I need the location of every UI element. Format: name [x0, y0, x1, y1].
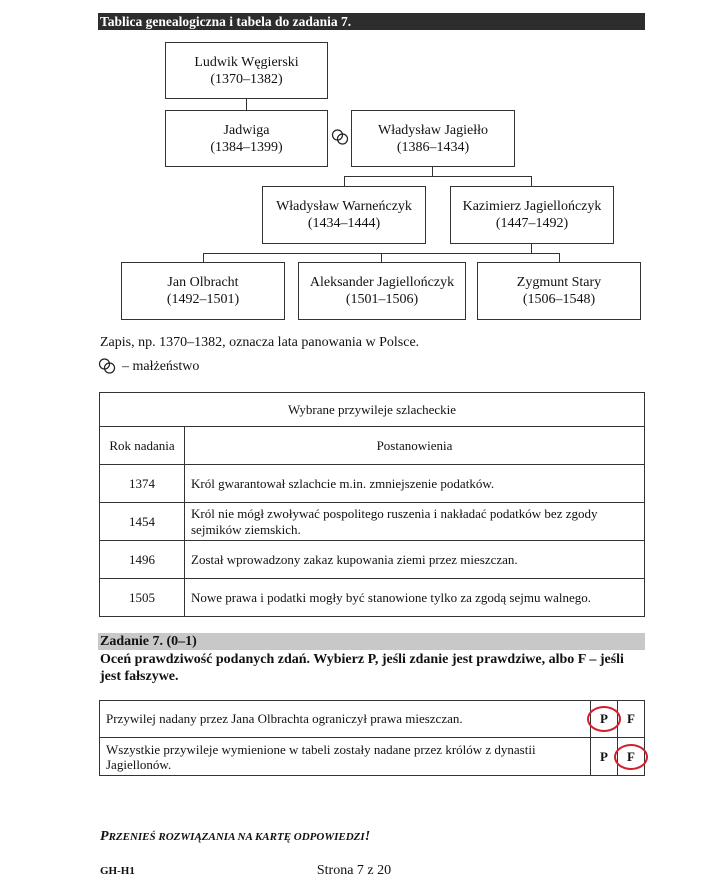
tree-node-warnenczyk [262, 186, 426, 244]
cell-year: 1496 [100, 541, 185, 579]
answer-table [99, 700, 645, 776]
node-years: (1447–1492) [495, 216, 569, 231]
node-name: Ludwik Węgierski [194, 54, 299, 70]
connector [432, 167, 433, 176]
node-years: (1386–1434) [396, 139, 470, 155]
node-name: Władysław Jagiełło [377, 122, 489, 138]
option-label: F [627, 748, 635, 764]
connector [559, 253, 560, 262]
connector [203, 253, 204, 262]
connector [344, 176, 345, 186]
statement-text: Przywilej nadany przez Jana Olbrachta ograniczył prawa mieszczan. [100, 701, 591, 738]
node-name: Zygmunt Stary [516, 275, 602, 290]
table-row [100, 503, 645, 541]
node-years: (1370–1382) [210, 71, 283, 87]
node-years: (1501–1506) [345, 292, 419, 307]
selected-answer-circle [587, 706, 621, 732]
connector [246, 99, 247, 110]
instr-first-letter: P [100, 829, 109, 844]
node-name: Aleksander Jagiellończyk [309, 275, 455, 290]
table-row [100, 701, 645, 738]
task-title: Zadanie 7. (0–1) [98, 633, 645, 650]
tree-node-ludwik [165, 42, 328, 99]
node-years: (1492–1501) [166, 292, 240, 307]
node-name: Władysław Warneńczyk [276, 199, 412, 214]
node-years: (1434–1444) [307, 216, 381, 231]
column-header-decision: Postanowienia [185, 427, 645, 465]
connector [381, 253, 382, 262]
option-label: P [600, 748, 608, 764]
legend-note: Zapis, np. 1370–1382, oznacza lata panowania w Polsce. [100, 335, 420, 350]
table-row [100, 427, 645, 465]
tree-node-olbracht [121, 262, 285, 320]
cell-decision: Król gwarantował szlachcie m.in. zmniejszenie podatków. [185, 465, 645, 503]
section-header: Tablica genealogiczna i tabela do zadania 7. [98, 13, 645, 30]
tree-node-aleksander [298, 262, 466, 320]
node-name: Kazimierz Jagiellończyk [462, 199, 602, 214]
tree-node-zygmunt [477, 262, 641, 320]
option-true[interactable] [591, 701, 618, 738]
instr-end: ! [364, 829, 371, 844]
footer-instruction [100, 829, 370, 845]
column-header-year: Rok nadania [100, 427, 185, 465]
cell-year: 1505 [100, 579, 185, 617]
cell-year: 1454 [100, 503, 185, 541]
table-row [100, 541, 645, 579]
option-false[interactable] [618, 738, 645, 776]
cell-decision: Został wprowadzony zakaz kupowania ziemi przez mieszczan. [185, 541, 645, 579]
connector [531, 176, 532, 186]
node-years: (1384–1399) [210, 139, 283, 155]
tree-node-jagiello [351, 110, 515, 167]
table-row [100, 465, 645, 503]
selected-answer-circle [614, 744, 648, 770]
option-label: F [627, 711, 635, 726]
privileges-table [99, 392, 645, 617]
table-title: Wybrane przywileje szlacheckie [100, 393, 645, 427]
table-row [100, 738, 645, 776]
option-false[interactable] [618, 701, 645, 738]
legend-marriage: – małżeństwo [122, 359, 200, 374]
cell-year: 1374 [100, 465, 185, 503]
exam-code: GH-H1 [100, 865, 135, 877]
table-row [100, 579, 645, 617]
page-number: Strona 7 z 20 [316, 863, 392, 878]
cell-decision: Nowe prawa i podatki mogły być stanowione tylko za zgodą sejmu walnego. [185, 579, 645, 617]
instr-small-caps: RZENIEŚ ROZWIĄZANIA NA KARTĘ ODPOWIEDZI [108, 831, 365, 843]
marriage-rings-icon [330, 127, 350, 147]
tree-node-jadwiga [165, 110, 328, 167]
task-instruction: Oceń prawdziwość podanych zdań. Wybierz P, jeśli zdanie jest prawdziwe, albo F – jeśli jest fałszywe. [100, 652, 624, 684]
marriage-rings-icon [97, 356, 117, 376]
tree-node-kazimierz [450, 186, 614, 244]
node-name: Jan Olbracht [167, 275, 239, 290]
statement-text: Wszystkie przywileje wymienione w tabeli zostały nadane przez królów z dynastii Jagiellonów. [100, 738, 591, 776]
node-name: Jadwiga [223, 122, 270, 138]
cell-decision: Król nie mógł zwoływać pospolitego ruszenia i nakładać podatków bez zgody sejmików ziemskich. [185, 503, 645, 541]
node-years: (1506–1548) [522, 292, 596, 307]
option-label: P [600, 711, 608, 726]
connector [344, 176, 532, 177]
table-row [100, 393, 645, 427]
